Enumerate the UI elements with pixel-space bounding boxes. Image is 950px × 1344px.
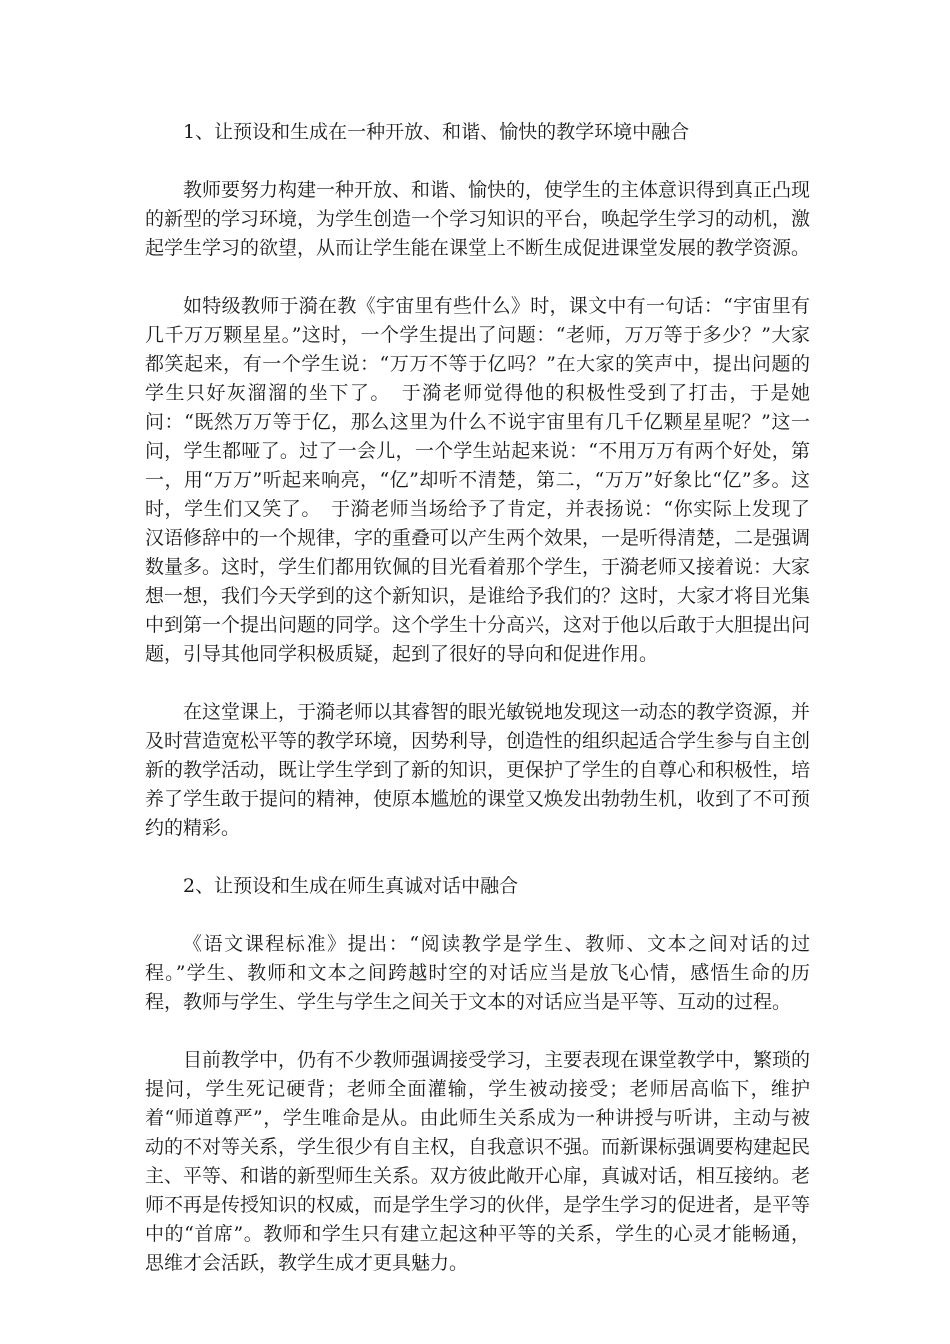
paragraph-lesson-summary: 在这堂课上，于漪老师以其睿智的眼光敏锐地发现这一动态的教学资源，并及时营造宽松平等的教学环境，因势利导，创造性的组织起适合学生参与自主创新的教学活动，既让学生学到了新的知识，更保护了学生的自尊心和积极性，培养了学生敢于提问的精神，使原本尴尬的课堂又焕发出勃勃生机，收到了不可预约的精彩。 xyxy=(145,701,811,839)
paragraph-curriculum-standard: 《语文课程标准》提出：“阅读教学是学生、教师、文本之间对话的过程。”学生、教师和文本之间跨越时空的对话应当是放飞心情，感悟生命的历程，教师与学生、学生与学生之间关于文本的对话应当是平等、互动的过程。 xyxy=(145,933,810,1013)
section-heading-1: 1、让预设和生成在一种开放、和谐、愉快的教学环境中融合 xyxy=(183,121,690,143)
paragraph-teacher-student-relationship: 目前教学中，仍有不少教师强调接受学习，主要表现在课堂教学中，繁琐的提问，学生死记硬背；老师全面灌输，学生被动接受；老师居高临下，维护着“师道尊严”，学生唯命是从。由此师生关系成为一种讲授与听讲，主动与被动的不对等关系，学生很少有自主权，自我意识不强。而新课标强调要构建起民主、平等、和谐的新型师生关系。双方彼此敞开心扉，真诚对话，相互接纳。老师不再是传授知识的权威，而是学生学习的伙伴，是学生学习的促进者，是平等中的“首席”。教师和学生只有建立起这种平等的关系，学生的心灵才能畅通，思维才会活跃，教学生成才更具魅力。 xyxy=(145,1049,811,1274)
document-body xyxy=(145,118,810,1307)
paragraph-yu-yi-example: 如特级教师于漪在教《宇宙里有些什么》时，课文中有一句话：“宇宙里有几千万万颗星星。”这时，一个学生提出了问题：“老师，万万等于多少？”大家都笑起来，有一个学生说：“万万不等于亿吗？”在大家的笑声中，提出问题的学生只好灰溜溜的坐下了。 于漪老师觉得他的积极性受到了打击，于是她问：“既然万万等于亿，那么这里为什么不说宇宙里有几千亿颗星星呢？”这一问，学生都哑了。过了一会儿，一个学生站起来说：“不用万万有两个好处，第一，用“万万”听起来响亮，“亿”却听不清楚，第二，“万万”好象比“亿”多。这时，学生们又笑了。 于漪老师当场给予了肯定，并表扬说：“你实际上发现了汉语修辞中的一个规律，字的重叠可以产生两个效果，一是听得清楚，二是强调数量多。这时，学生们都用钦佩的目光看着那个学生，于漪老师又接着说：大家想一想，我们今天学到的这个新知识，是谁给予我们的？这时，大家才将目光集中到第一个提出问题的同学。这个学生十分高兴，这对于他以后敢于大胆提出问题，引导其他同学积极质疑，起到了很好的导向和促进作用。 xyxy=(145,295,811,665)
paragraph-learning-environment: 教师要努力构建一种开放、和谐、愉快的，使学生的主体意识得到真正凸现的新型的学习环境，为学生创造一个学习知识的平台，唤起学生学习的动机，激起学生学习的欲望，从而让学生能在课堂上不断生成促进课堂发展的教学资源。 xyxy=(145,179,811,259)
section-heading-2: 2、让预设和生成在师生真诚对话中融合 xyxy=(183,875,519,897)
